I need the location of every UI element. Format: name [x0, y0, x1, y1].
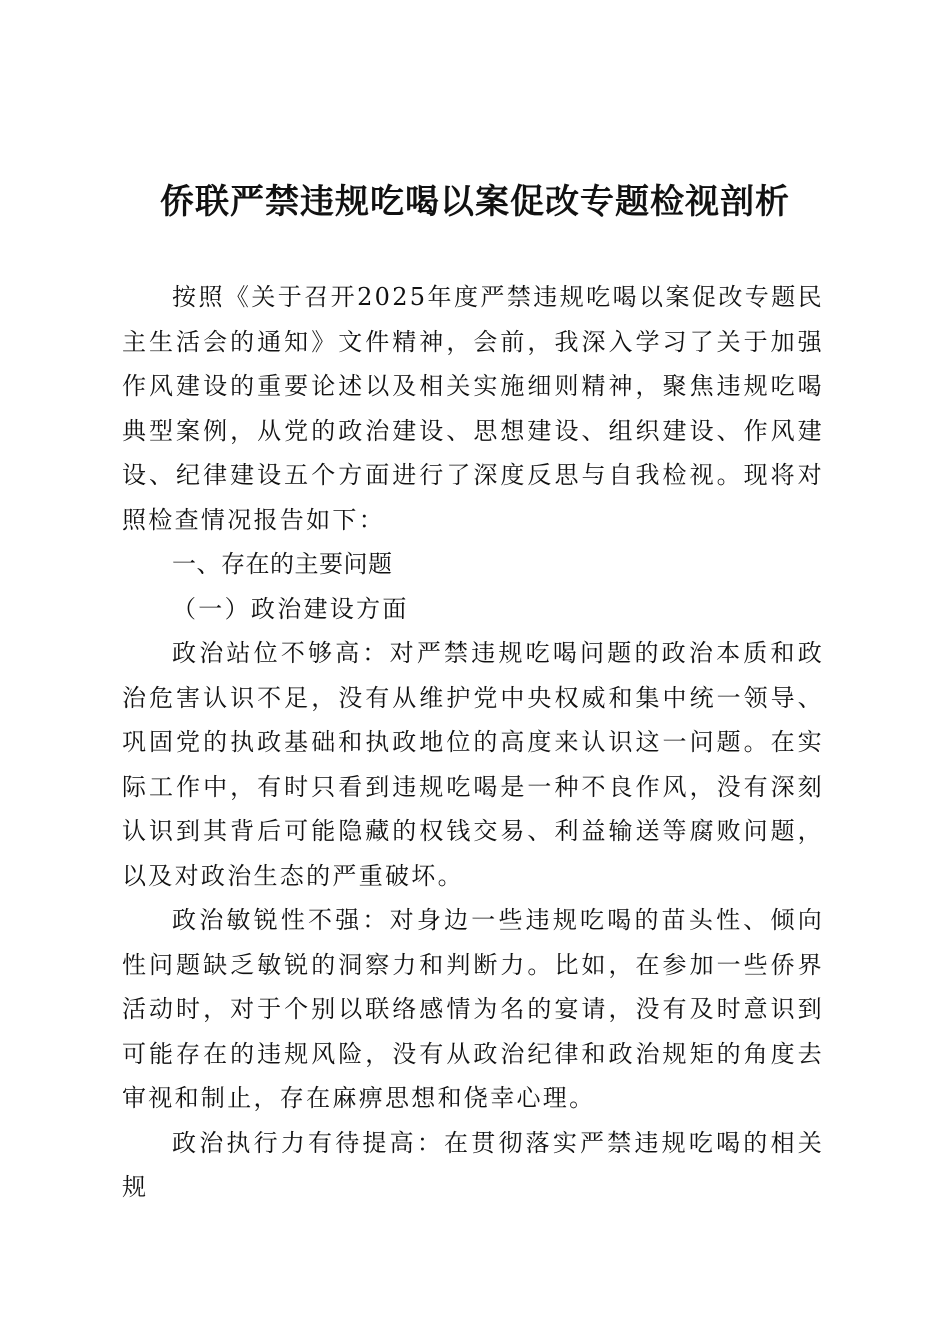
body-paragraph: 政治站位不够高：对严禁违规吃喝问题的政治本质和政治危害认识不足，没有从维护党中央权威和集中统一领导、巩固党的执政基础和执政地位的高度来认识这一问题。在实际工作中，有时只看到违规吃喝是一种不良作风，没有深刻认识到其背后可能隐藏的权钱交易、利益输送等腐败问题，以及对政治生态的严重破坏。 [122, 639, 824, 890]
body-paragraph: 政治敏锐性不强：对身边一些违规吃喝的苗头性、倾向性问题缺乏敏锐的洞察力和判断力。比如，在参加一些侨界活动时，对于个别以联络感情为名的宴请，没有及时意识到可能存在的违规风险，没有从政治纪律和政治规矩的角度去审视和制止，存在麻痹思想和侥幸心理。 [122, 906, 824, 1112]
section-heading: 一、存在的主要问题 [172, 550, 393, 578]
intro-paragraph: 按照《关于召开2025年度严禁违规吃喝以案促改专题民主生活会的通知》文件精神，会前，我深入学习了关于加强作风建设的重要论述以及相关实施细则精神，聚焦违规吃喝典型案例，从党的政治建设、思想建设、组织建设、作风建设、纪律建设五个方面进行了深度反思与自我检视。现将对照检查情况报告如下： [122, 283, 824, 534]
body-paragraph: 政治执行力有待提高：在贯彻落实严禁违规吃喝的相关规 [122, 1128, 824, 1201]
document-title: 侨联严禁违规吃喝以案促改专题检视剖析 [160, 182, 790, 222]
document-body [122, 275, 824, 1210]
subsection-heading: （一）政治建设方面 [172, 594, 409, 623]
